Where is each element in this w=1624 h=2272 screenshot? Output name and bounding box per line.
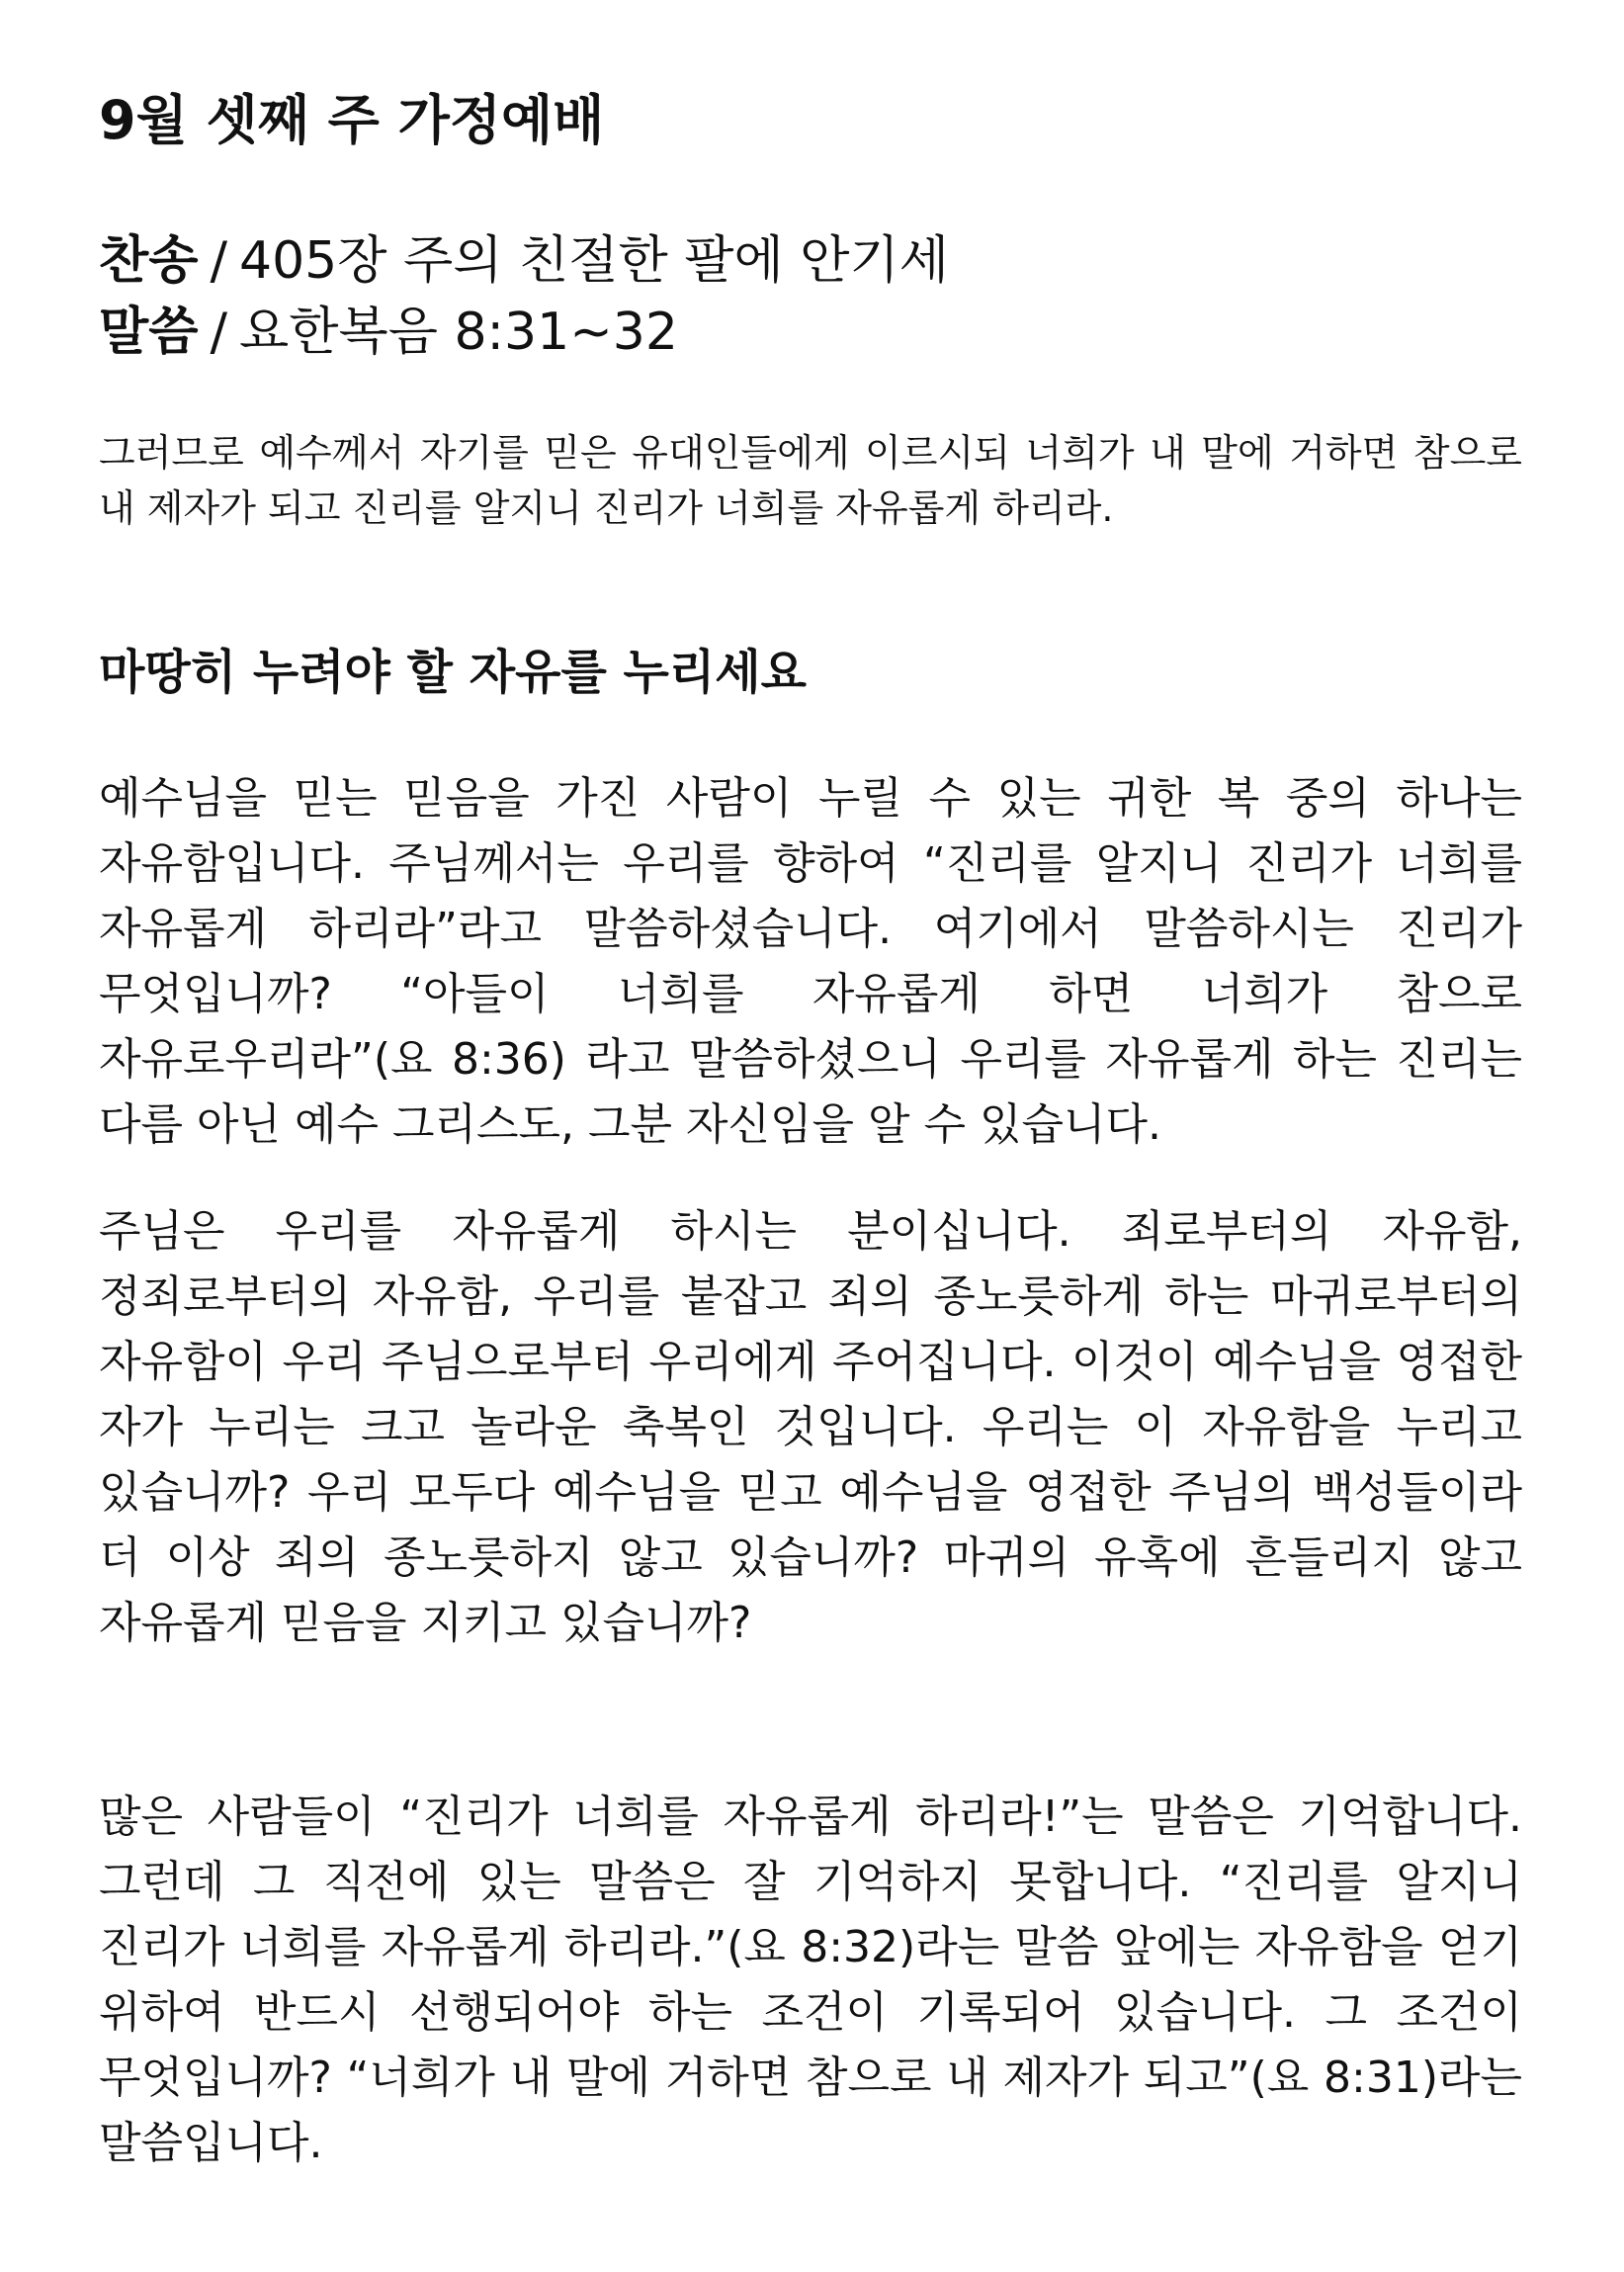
hymn-value: 405장 주의 친절한 팔에 안기세: [239, 231, 949, 291]
word-separator: /: [210, 303, 227, 362]
hymn-line: [99, 225, 949, 297]
section-title: 마땅히 누려야 할 자유를 누리세요: [99, 645, 807, 700]
hymn-separator: /: [210, 231, 227, 291]
document-title: 9월 셋째 주 가정예배: [99, 89, 605, 151]
scripture-passage: 그러므로 예수께서 자기를 믿은 유대인들에게 이르시되 너희가 내 말에 거하면 참으로 내 제자가 되고 진리를 알지니 진리가 너희를 자유롭게 하리라.: [99, 431, 1522, 530]
body-paragraph: 예수님을 믿는 믿음을 가진 사람이 누릴 수 있는 귀한 복 중의 하나는 자유함입니다. 주님께서는 우리를 향하여 “진리를 알지니 진리가 너희를 자유롭게 하리라”라고 말씀하셨습니다. 여기에서 말씀하시는 진리가 무엇입니까? “아들이 너희를 자유롭게 하면 너희가 참으로 자유로우리라”(요 8:36) 라고 말씀하셨으니 우리를 자유롭게 하는 진리는 다름 아닌 예수 그리스도, 그분 자신임을 알 수 있습니다.: [99, 773, 1522, 1150]
body-paragraph: 주님은 우리를 자유롭게 하시는 분이십니다. 죄로부터의 자유함, 정죄로부터의 자유함, 우리를 붙잡고 죄의 종노릇하게 하는 마귀로부터의 자유함이 우리 주님으로부터 우리에게 주어집니다. 이것이 예수님을 영접한 자가 누리는 크고 놀라운 축복인 것입니다. 우리는 이 자유함을 누리고 있습니까? 우리 모두다 예수님을 믿고 예수님을 영접한 주님의 백성들이라 더 이상 죄의 종노릇하지 않고 있습니까? 마귀의 유혹에 흔들리지 않고 자유롭게 믿음을 지키고 있습니까?: [99, 1206, 1522, 1648]
word-label: 말씀: [99, 303, 199, 362]
word-line: [99, 297, 678, 368]
hymn-label: 찬송: [99, 231, 199, 291]
word-value: 요한복음 8:31~32: [239, 303, 678, 362]
body-paragraph: 많은 사람들이 “진리가 너희를 자유롭게 하리라!”는 말씀은 기억합니다. 그런데 그 직전에 있는 말씀은 잘 기억하지 못합니다. “진리를 알지니 진리가 너희를 자유롭게 하리라.”(요 8:32)라는 말씀 앞에는 자유함을 얻기 위하여 반드시 선행되어야 하는 조건이 기록되어 있습니다. 그 조건이 무엇입니까? “너희가 내 말에 거하면 참으로 내 제자가 되고”(요 8:31)라는 말씀입니다.: [99, 1791, 1522, 2168]
